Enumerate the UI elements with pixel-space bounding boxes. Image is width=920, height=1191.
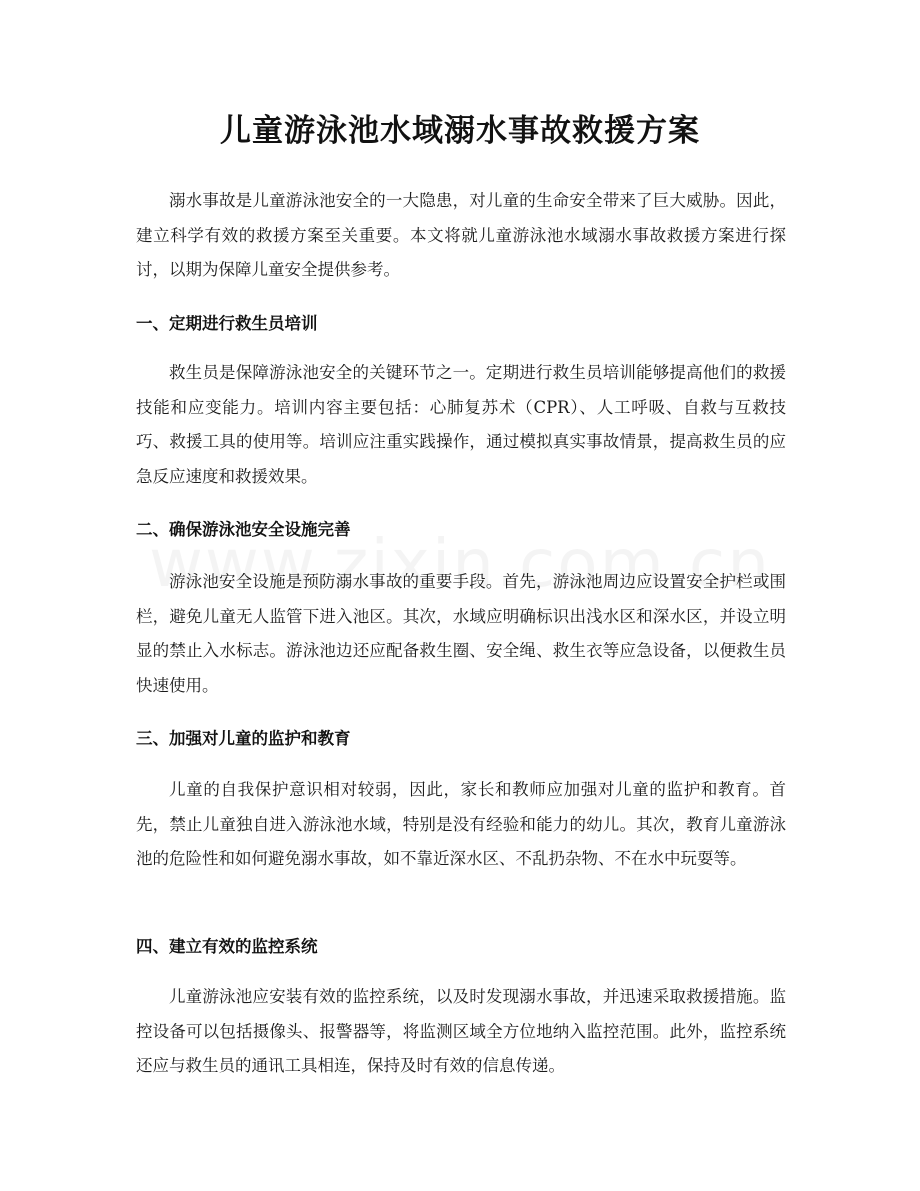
section-4-body: 儿童游泳池应安装有效的监控系统，以及时发现溺水事故，并迅速采取救援措施。监控设备可以包括摄像头、报警器等，将监测区域全方位地纳入监控范围。此外，监控系统还应与救生员的通讯工具相连，保持及时有效的信息传递。	[136, 987, 786, 1075]
section-1-body: 救生员是保障游泳池安全的关键环节之一。定期进行救生员培训能够提高他们的救援技能和应变能力。培训内容主要包括：心肺复苏术（CPR）、人工呼吸、自救与互救技巧、救援工具的使用等。培训应注重实践操作，通过模拟真实事故情景，提高救生员的应急反应速度和救援效果。	[136, 363, 786, 486]
section-1-heading: 一、定期进行救生员培训	[136, 314, 318, 333]
section-4-heading: 四、建立有效的监控系统	[136, 937, 318, 956]
section-3-body: 儿童的自我保护意识相对较弱，因此，家长和教师应加强对儿童的监护和教育。首先，禁止儿童独自进入游泳池水域，特别是没有经验和能力的幼儿。其次，教育儿童游泳池的危险性和如何避免溺水事故，如不靠近深水区、不乱扔杂物、不在水中玩耍等。	[136, 780, 786, 868]
section-3-heading: 三、加强对儿童的监护和教育	[136, 729, 351, 748]
section-2-heading: 二、确保游泳池安全设施完善	[136, 520, 351, 539]
section-2-body: 游泳池安全设施是预防溺水事故的重要手段。首先，游泳池周边应设置安全护栏或围栏，避免儿童无人监管下进入池区。其次，水域应明确标识出浅水区和深水区，并设立明显的禁止入水标志。游泳池边还应配备救生圈、安全绳、救生衣等应急设备，以便救生员快速使用。	[136, 572, 786, 695]
document-title: 儿童游泳池水域溺水事故救援方案	[220, 113, 700, 149]
intro-paragraph: 溺水事故是儿童游泳池安全的一大隐患，对儿童的生命安全带来了巨大威胁。因此，建立科学有效的救援方案至关重要。本文将就儿童游泳池水域溺水事故救援方案进行探讨，以期为保障儿童安全提供参考。	[136, 191, 786, 279]
